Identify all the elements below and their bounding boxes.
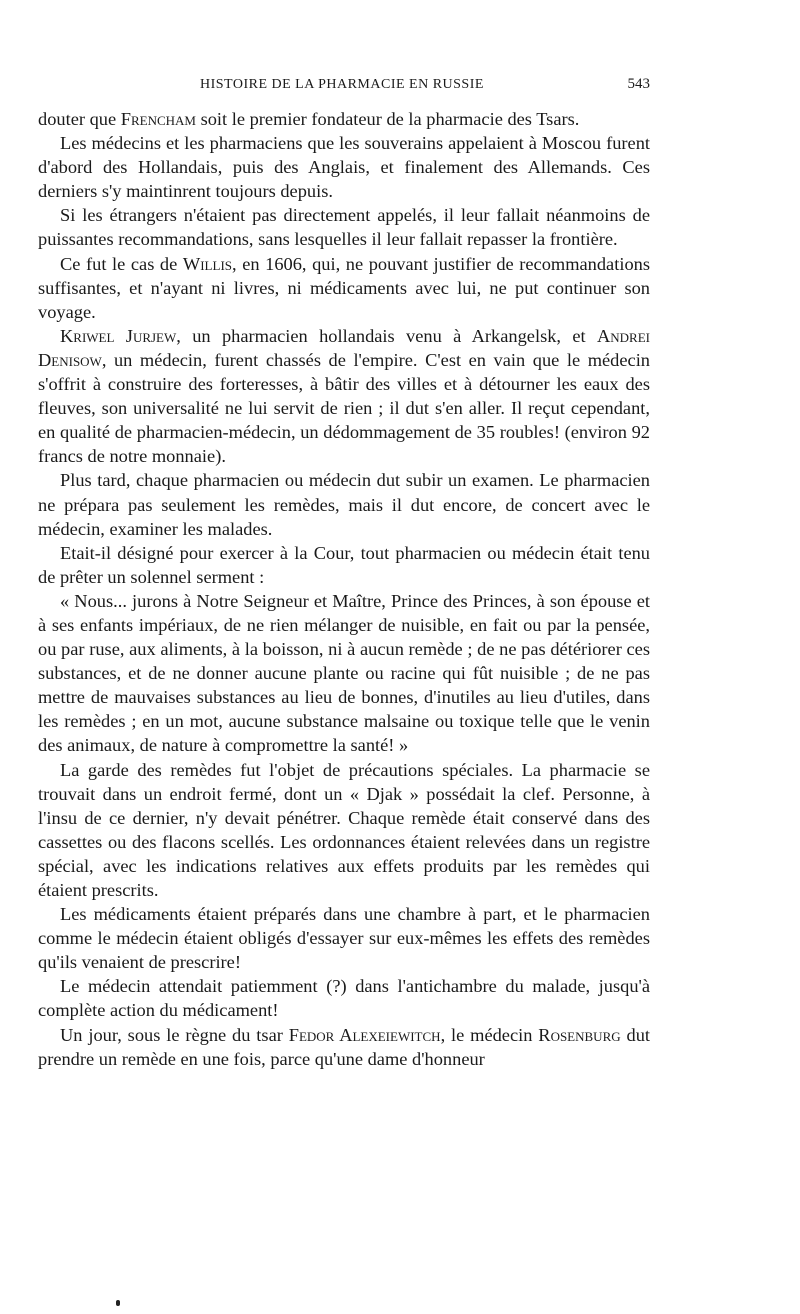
paragraph: Etait-il désigné pour exercer à la Cour, tout pharmacien ou médecin était tenu de prêter un solennel serment : (38, 542, 650, 587)
ink-speck (116, 1300, 120, 1306)
paragraph: La garde des remèdes fut l'objet de précautions spéciales. La pharmacie se trouvait dans un endroit fermé, dont un « Djak » possédait la clef. Personne, à l'insu de ce dernier, n'y devait pénétrer. Chaque remède était conservé dans des cassettes ou des flacons scellés. Les ordonnances étaient relevées dans un registre spécial, avec les indications relatives aux effets produits par les remèdes qui étaient prescrits. (38, 759, 650, 900)
paragraph: Un jour, sous le règne du tsar Fedor Alexeiewitch, le médecin Rosenburg dut prendre un remède en une fois, parce qu'une dame d'honneur (38, 1024, 650, 1069)
paragraph: douter que Frencham soit le premier fondateur de la pharmacie des Tsars. (38, 109, 580, 129)
person-name: Rosenburg (538, 1024, 621, 1045)
paragraph: Plus tard, chaque pharmacien ou médecin dut subir un examen. Le pharmacien ne prépara pas seulement les remèdes, mais il dut encore, de concert avec le médecin, examiner les malades. (38, 470, 650, 539)
paragraph: Les médicaments étaient préparés dans une chambre à part, et le pharmacien comme le médecin étaient obligés d'essayer sur eux-mêmes les effets des remèdes qu'ils venaient de prescrire! (38, 904, 650, 973)
person-name: Kriwel Jurjew (60, 325, 177, 346)
person-name: Fedor Alexeiewitch (288, 1024, 441, 1045)
paragraph: Le médecin attendait patiemment (?) dans l'antichambre du malade, jusqu'à complète action du médicament! (38, 976, 650, 1021)
paragraph: « Nous... jurons à Notre Seigneur et Maître, Prince des Princes, à son épouse et à ses enfants impériaux, de ne rien mélanger de nuisible, en fait ou par la pensée, ou par ruse, aux aliments, à la boisson, ni à aucun remède ; de ne pas détériorer ces substances, et de ne donner aucune plante ou racine qui fût nuisible ; de ne pas mettre de mauvaises substances au lieu de bonnes, d'inutiles au lieu d'utiles, dans les remèdes ; en un mot, aucune substance malsaine ou toxique telle que le venin des animaux, de nature à compromettre la santé! » (38, 590, 650, 756)
running-title: HISTOIRE DE LA PHARMACIE EN RUSSIE (200, 77, 484, 92)
running-header (38, 76, 650, 93)
person-name: Willis (182, 253, 233, 274)
body-text (38, 107, 650, 1071)
paragraph: Ce fut le cas de Willis, en 1606, qui, ne pouvant justifier de recommandations suffisantes, et n'ayant ni livres, ni médicaments avec lui, ne put continuer son voyage. (38, 253, 650, 322)
paragraph: Si les étrangers n'étaient pas directement appelés, il leur fallait néanmoins de puissantes recommandations, sans lesquelles il leur fallait repasser la frontière. (38, 205, 650, 250)
person-name: Frencham (120, 109, 196, 129)
book-page (38, 76, 650, 1071)
page-number: 543 (627, 76, 650, 92)
paragraph: Les médecins et les pharmaciens que les souverains appelaient à Moscou furent d'abord des Hollandais, puis des Anglais, et finalement des Allemands. Ces derniers s'y maintinrent toujours depuis. (38, 133, 650, 202)
paragraph: Kriwel Jurjew, un pharmacien hollandais venu à Arkangelsk, et Andrei Denisow, un médecin, furent chassés de l'empire. C'est en vain que le médecin s'offrit à construire des forteresses, à bâtir des villes et à détourner les eaux des fleuves, son universalité ne lui servit de rien ; il dut s'en aller. Il reçut cependant, en qualité de pharmacien-médecin, un dédommagement de 35 roubles! (environ 92 francs de notre monnaie). (38, 325, 650, 467)
person-name: Andrei Denisow (38, 325, 650, 370)
